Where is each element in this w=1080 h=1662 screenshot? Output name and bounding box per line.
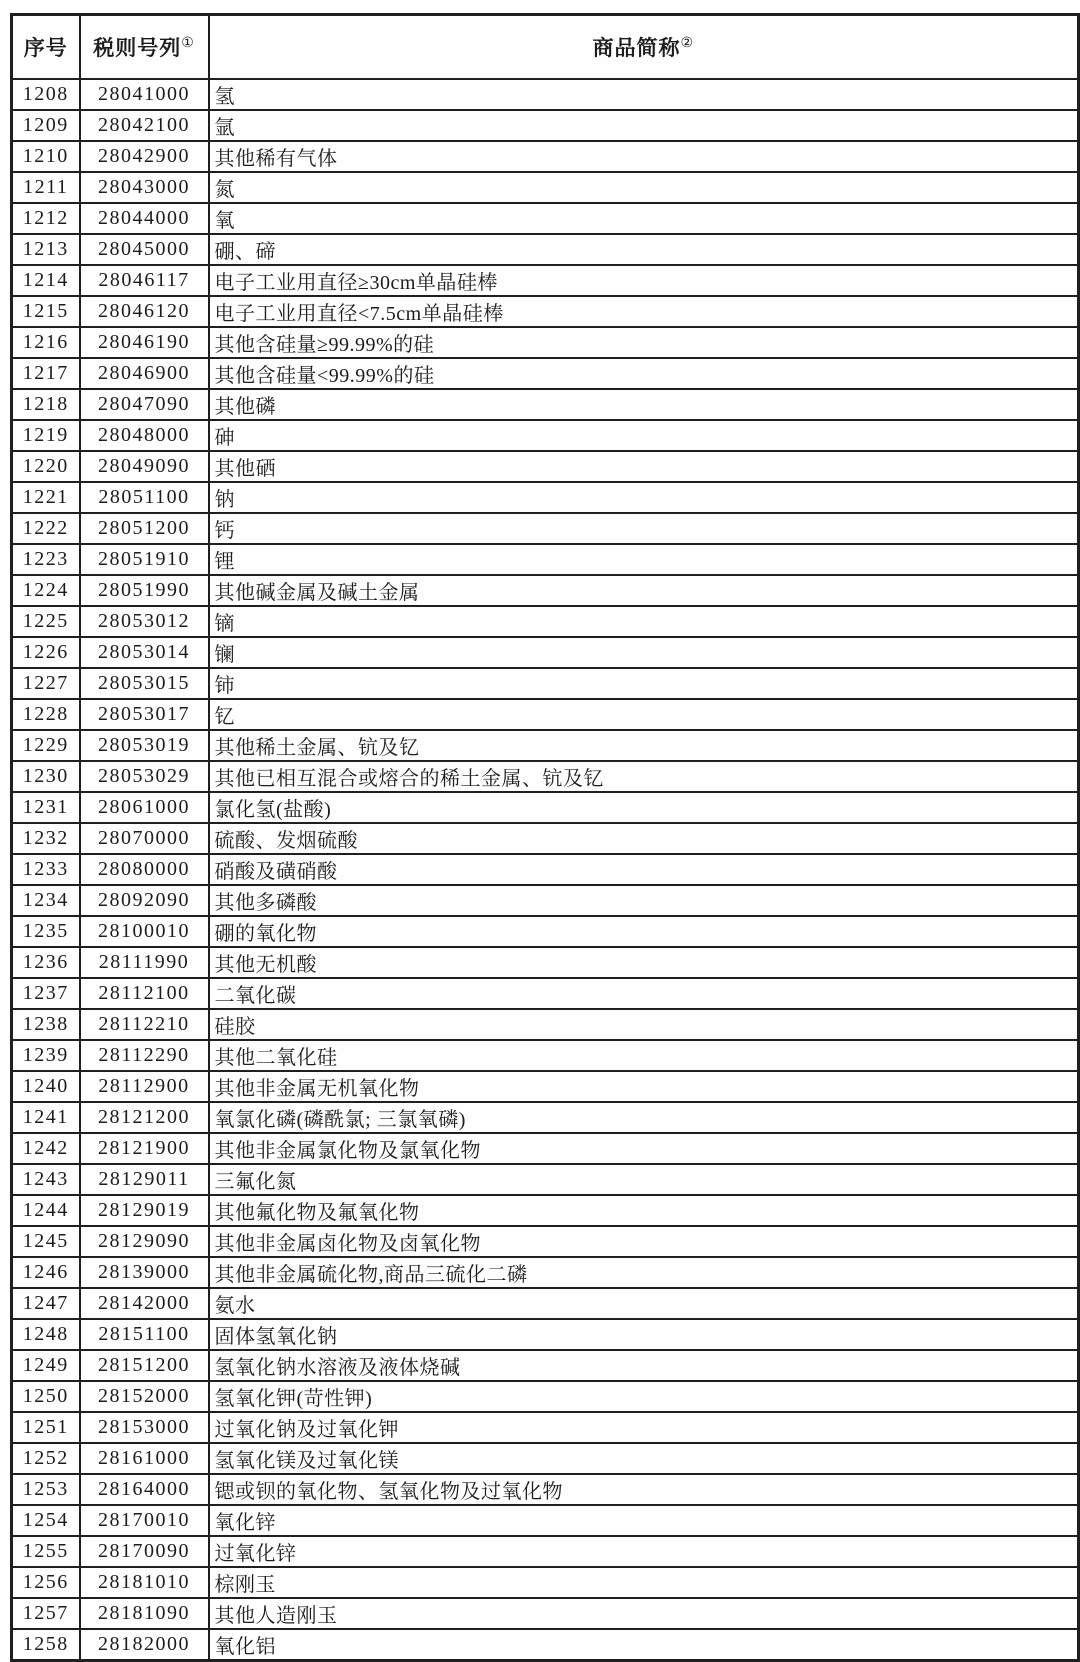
table-row	[12, 606, 1079, 637]
code-cell: 28053012	[80, 606, 209, 637]
table-row	[12, 141, 1079, 172]
seq-cell: 1250	[12, 1381, 80, 1412]
name-cell: 硅胶	[209, 1009, 1079, 1040]
table-row	[12, 854, 1079, 885]
seq-cell: 1215	[12, 296, 80, 327]
name-cell: 其他磷	[209, 389, 1079, 420]
table-row	[12, 761, 1079, 792]
table-row	[12, 451, 1079, 482]
table-row	[12, 978, 1079, 1009]
table-row	[12, 1102, 1079, 1133]
table-row	[12, 482, 1079, 513]
code-cell: 28142000	[80, 1288, 209, 1319]
seq-cell: 1234	[12, 885, 80, 916]
name-cell: 钙	[209, 513, 1079, 544]
code-cell: 28045000	[80, 234, 209, 265]
table-row	[12, 668, 1079, 699]
seq-cell: 1239	[12, 1040, 80, 1071]
name-cell: 过氧化锌	[209, 1536, 1079, 1567]
table-row	[12, 947, 1079, 978]
name-cell: 其他非金属氯化物及氯氧化物	[209, 1133, 1079, 1164]
table-row	[12, 110, 1079, 141]
table-row	[12, 1536, 1079, 1567]
name-cell: 硼、碲	[209, 234, 1079, 265]
name-cell: 氧氯化磷(磷酰氯; 三氯氧磷)	[209, 1102, 1079, 1133]
table-row	[12, 1319, 1079, 1350]
code-cell: 28129019	[80, 1195, 209, 1226]
name-cell: 镝	[209, 606, 1079, 637]
table-row	[12, 1133, 1079, 1164]
seq-cell: 1236	[12, 947, 80, 978]
name-cell: 硝酸及磺硝酸	[209, 854, 1079, 885]
name-cell: 砷	[209, 420, 1079, 451]
name-cell: 氩	[209, 110, 1079, 141]
seq-cell: 1240	[12, 1071, 80, 1102]
name-cell: 氢氧化钾(苛性钾)	[209, 1381, 1079, 1412]
code-cell: 28048000	[80, 420, 209, 451]
name-cell: 其他人造刚玉	[209, 1598, 1079, 1629]
table-row	[12, 1226, 1079, 1257]
code-cell: 28112100	[80, 978, 209, 1009]
seq-cell: 1227	[12, 668, 80, 699]
table-row	[12, 234, 1079, 265]
code-cell: 28043000	[80, 172, 209, 203]
code-cell: 28129090	[80, 1226, 209, 1257]
code-cell: 28121200	[80, 1102, 209, 1133]
header-tariff-code	[80, 15, 209, 80]
table-row	[12, 885, 1079, 916]
code-cell: 28170090	[80, 1536, 209, 1567]
name-cell: 氯化氢(盐酸)	[209, 792, 1079, 823]
name-cell: 二氧化碳	[209, 978, 1079, 1009]
code-cell: 28051910	[80, 544, 209, 575]
code-cell: 28111990	[80, 947, 209, 978]
table-row	[12, 1195, 1079, 1226]
header-product-name	[209, 15, 1079, 80]
name-cell: 电子工业用直径≥30cm单晶硅棒	[209, 265, 1079, 296]
name-cell: 电子工业用直径<7.5cm单晶硅棒	[209, 296, 1079, 327]
table-row	[12, 1598, 1079, 1629]
name-cell: 棕刚玉	[209, 1567, 1079, 1598]
seq-cell: 1230	[12, 761, 80, 792]
table-row	[12, 916, 1079, 947]
table-row	[12, 575, 1079, 606]
table-row	[12, 699, 1079, 730]
table-row	[12, 1443, 1079, 1474]
name-cell: 其他多磷酸	[209, 885, 1079, 916]
seq-cell: 1255	[12, 1536, 80, 1567]
code-cell: 28112900	[80, 1071, 209, 1102]
header-tariff-code-footnote-marker: ①	[181, 36, 195, 51]
name-cell: 固体氢氧化钠	[209, 1319, 1079, 1350]
table-row	[12, 1164, 1079, 1195]
seq-cell: 1211	[12, 172, 80, 203]
seq-cell: 1212	[12, 203, 80, 234]
name-cell: 其他非金属无机氧化物	[209, 1071, 1079, 1102]
seq-cell: 1249	[12, 1350, 80, 1381]
code-cell: 28053029	[80, 761, 209, 792]
code-cell: 28112210	[80, 1009, 209, 1040]
code-cell: 28041000	[80, 79, 209, 110]
table-row	[12, 420, 1079, 451]
header-seq-label: 序号	[23, 36, 68, 60]
code-cell: 28046900	[80, 358, 209, 389]
name-cell: 钇	[209, 699, 1079, 730]
header-tariff-code-label: 税则号列	[93, 36, 182, 60]
seq-cell: 1216	[12, 327, 80, 358]
seq-cell: 1228	[12, 699, 80, 730]
seq-cell: 1217	[12, 358, 80, 389]
code-cell: 28170010	[80, 1505, 209, 1536]
code-cell: 28047090	[80, 389, 209, 420]
seq-cell: 1225	[12, 606, 80, 637]
table-row	[12, 1474, 1079, 1505]
code-cell: 28151200	[80, 1350, 209, 1381]
table-row	[12, 1009, 1079, 1040]
name-cell: 氧化铝	[209, 1629, 1079, 1661]
name-cell: 氧化锌	[209, 1505, 1079, 1536]
seq-cell: 1210	[12, 141, 80, 172]
code-cell: 28044000	[80, 203, 209, 234]
tariff-table	[10, 13, 1080, 1662]
name-cell: 其他含硅量<99.99%的硅	[209, 358, 1079, 389]
name-cell: 其他稀土金属、钪及钇	[209, 730, 1079, 761]
table-row	[12, 296, 1079, 327]
seq-cell: 1253	[12, 1474, 80, 1505]
table-row	[12, 203, 1079, 234]
table-row	[12, 792, 1079, 823]
header-seq	[12, 15, 80, 80]
table-row	[12, 637, 1079, 668]
seq-cell: 1254	[12, 1505, 80, 1536]
code-cell: 28070000	[80, 823, 209, 854]
name-cell: 过氧化钠及过氧化钾	[209, 1412, 1079, 1443]
seq-cell: 1219	[12, 420, 80, 451]
seq-cell: 1214	[12, 265, 80, 296]
table-row	[12, 1350, 1079, 1381]
table-row	[12, 1257, 1079, 1288]
code-cell: 28051100	[80, 482, 209, 513]
code-cell: 28182000	[80, 1629, 209, 1661]
seq-cell: 1221	[12, 482, 80, 513]
name-cell: 其他已相互混合或熔合的稀土金属、钪及钇	[209, 761, 1079, 792]
code-cell: 28053015	[80, 668, 209, 699]
table-row	[12, 730, 1079, 761]
code-cell: 28053019	[80, 730, 209, 761]
code-cell: 28051200	[80, 513, 209, 544]
name-cell: 氮	[209, 172, 1079, 203]
name-cell: 镧	[209, 637, 1079, 668]
name-cell: 氢氧化镁及过氧化镁	[209, 1443, 1079, 1474]
table-row	[12, 1505, 1079, 1536]
code-cell: 28046117	[80, 265, 209, 296]
table-row	[12, 327, 1079, 358]
name-cell: 氢氧化钠水溶液及液体烧碱	[209, 1350, 1079, 1381]
name-cell: 其他含硅量≥99.99%的硅	[209, 327, 1079, 358]
code-cell: 28181010	[80, 1567, 209, 1598]
code-cell: 28121900	[80, 1133, 209, 1164]
name-cell: 其他二氧化硅	[209, 1040, 1079, 1071]
table-row	[12, 389, 1079, 420]
seq-cell: 1213	[12, 234, 80, 265]
code-cell: 28061000	[80, 792, 209, 823]
name-cell: 硫酸、发烟硫酸	[209, 823, 1079, 854]
code-cell: 28164000	[80, 1474, 209, 1505]
code-cell: 28042100	[80, 110, 209, 141]
table-row	[12, 358, 1079, 389]
name-cell: 三氟化氮	[209, 1164, 1079, 1195]
seq-cell: 1232	[12, 823, 80, 854]
seq-cell: 1248	[12, 1319, 80, 1350]
seq-cell: 1208	[12, 79, 80, 110]
table-row	[12, 1381, 1079, 1412]
code-cell: 28049090	[80, 451, 209, 482]
table-row	[12, 79, 1079, 110]
name-cell: 其他非金属硫化物,商品三硫化二磷	[209, 1257, 1079, 1288]
table-row	[12, 513, 1079, 544]
code-cell: 28181090	[80, 1598, 209, 1629]
code-cell: 28152000	[80, 1381, 209, 1412]
name-cell: 其他碱金属及碱土金属	[209, 575, 1079, 606]
code-cell: 28051990	[80, 575, 209, 606]
code-cell: 28112290	[80, 1040, 209, 1071]
name-cell: 锶或钡的氧化物、氢氧化物及过氧化物	[209, 1474, 1079, 1505]
seq-cell: 1256	[12, 1567, 80, 1598]
name-cell: 其他非金属卤化物及卤氧化物	[209, 1226, 1079, 1257]
table-row	[12, 1567, 1079, 1598]
seq-cell: 1220	[12, 451, 80, 482]
seq-cell: 1218	[12, 389, 80, 420]
code-cell: 28042900	[80, 141, 209, 172]
table-header	[12, 15, 1079, 80]
seq-cell: 1247	[12, 1288, 80, 1319]
name-cell: 氨水	[209, 1288, 1079, 1319]
seq-cell: 1243	[12, 1164, 80, 1195]
seq-cell: 1224	[12, 575, 80, 606]
name-cell: 钠	[209, 482, 1079, 513]
header-product-name-label: 商品简称	[592, 36, 681, 60]
seq-cell: 1257	[12, 1598, 80, 1629]
code-cell: 28151100	[80, 1319, 209, 1350]
table-row	[12, 544, 1079, 575]
seq-cell: 1223	[12, 544, 80, 575]
code-cell: 28080000	[80, 854, 209, 885]
seq-cell: 1245	[12, 1226, 80, 1257]
seq-cell: 1226	[12, 637, 80, 668]
seq-cell: 1237	[12, 978, 80, 1009]
code-cell: 28046120	[80, 296, 209, 327]
seq-cell: 1235	[12, 916, 80, 947]
table-row	[12, 823, 1079, 854]
seq-cell: 1238	[12, 1009, 80, 1040]
code-cell: 28046190	[80, 327, 209, 358]
table-row	[12, 265, 1079, 296]
code-cell: 28092090	[80, 885, 209, 916]
table-row	[12, 1288, 1079, 1319]
seq-cell: 1242	[12, 1133, 80, 1164]
code-cell: 28100010	[80, 916, 209, 947]
name-cell: 其他硒	[209, 451, 1079, 482]
name-cell: 其他稀有气体	[209, 141, 1079, 172]
code-cell: 28053017	[80, 699, 209, 730]
seq-cell: 1222	[12, 513, 80, 544]
seq-cell: 1229	[12, 730, 80, 761]
table-row	[12, 172, 1079, 203]
table-row	[12, 1040, 1079, 1071]
table-row	[12, 1071, 1079, 1102]
name-cell: 锂	[209, 544, 1079, 575]
code-cell: 28161000	[80, 1443, 209, 1474]
code-cell: 28129011	[80, 1164, 209, 1195]
name-cell: 铈	[209, 668, 1079, 699]
code-cell: 28139000	[80, 1257, 209, 1288]
name-cell: 其他氟化物及氟氧化物	[209, 1195, 1079, 1226]
table-row	[12, 1629, 1079, 1661]
seq-cell: 1231	[12, 792, 80, 823]
header-row	[12, 15, 1079, 80]
name-cell: 氢	[209, 79, 1079, 110]
seq-cell: 1258	[12, 1629, 80, 1661]
code-cell: 28053014	[80, 637, 209, 668]
seq-cell: 1252	[12, 1443, 80, 1474]
code-cell: 28153000	[80, 1412, 209, 1443]
seq-cell: 1209	[12, 110, 80, 141]
seq-cell: 1246	[12, 1257, 80, 1288]
table-body	[12, 79, 1079, 1661]
name-cell: 氧	[209, 203, 1079, 234]
name-cell: 硼的氧化物	[209, 916, 1079, 947]
name-cell: 其他无机酸	[209, 947, 1079, 978]
table-row	[12, 1412, 1079, 1443]
seq-cell: 1241	[12, 1102, 80, 1133]
seq-cell: 1244	[12, 1195, 80, 1226]
header-product-name-footnote-marker: ②	[680, 36, 695, 51]
seq-cell: 1251	[12, 1412, 80, 1443]
seq-cell: 1233	[12, 854, 80, 885]
